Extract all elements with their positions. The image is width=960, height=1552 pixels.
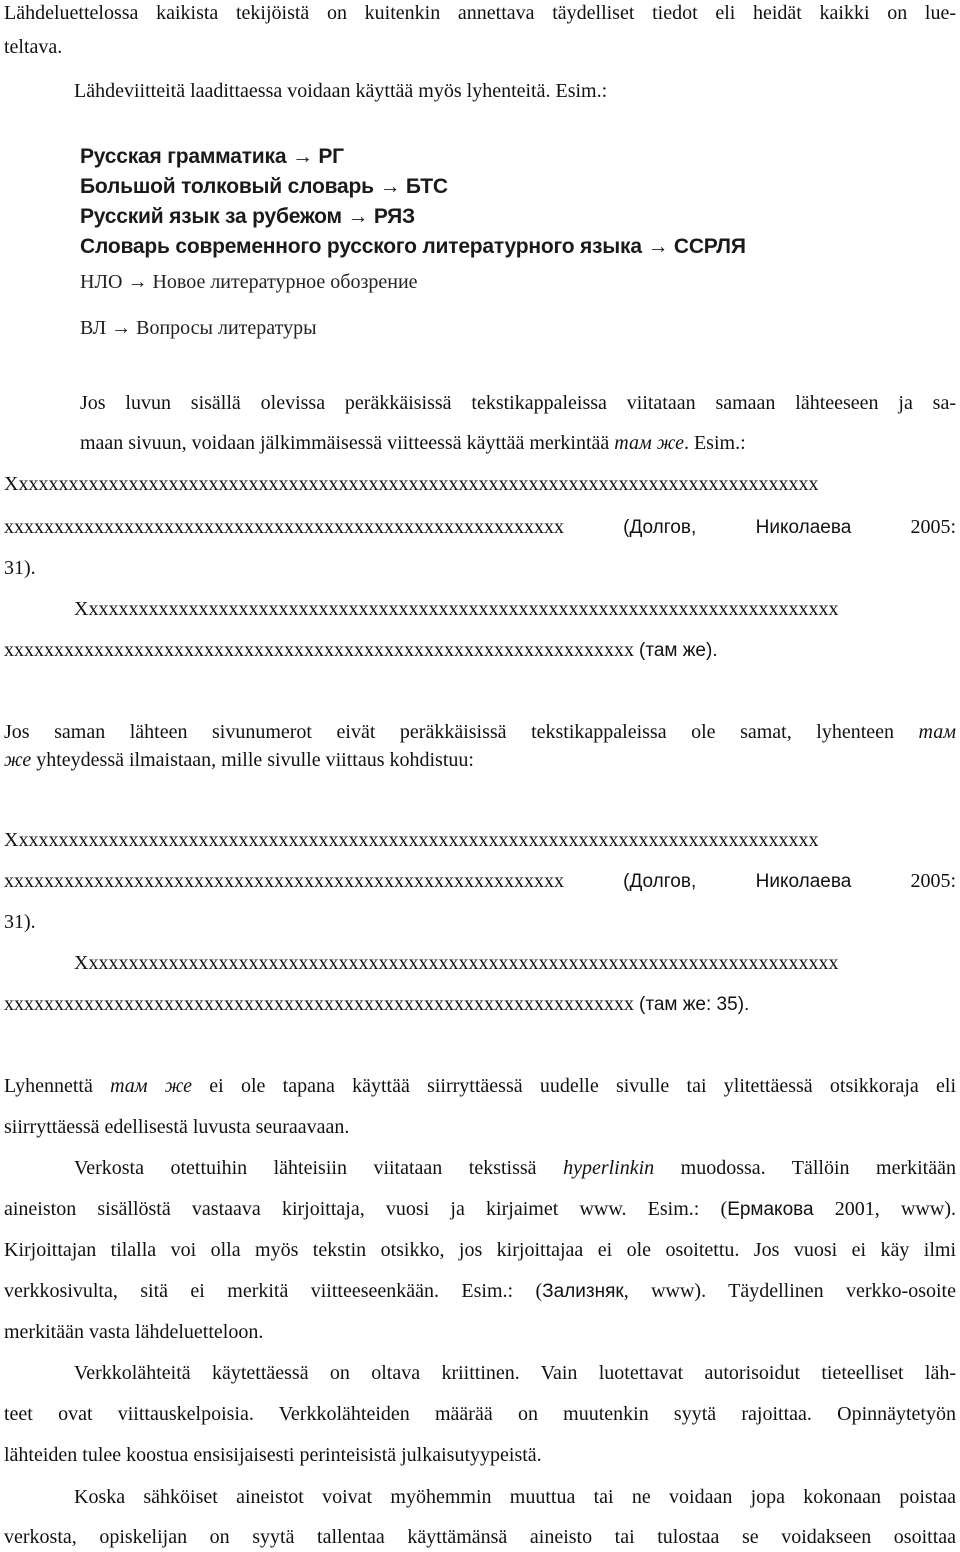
example-2-line-1: Xxxxxxxxxxxxxxxxxxxxxxxxxxxxxxxxxxxxxxxxxxxxxxxxxxxxxxxxxxxxxxxxxxxxxxxxxxxxxxxxx: [4, 829, 819, 851]
placeholder-text: xxxxxxxxxxxxxxxxxxxxxxxxxxxxxxxxxxxxxxxxxxxxxxxxxxxxxxxxxxxxxxx: [4, 993, 639, 1015]
paragraph-5-line-1: [4, 1074, 956, 1100]
citation: Зализняк: [542, 1281, 624, 1302]
paragraph-8-line-2: verkosta, opiskelijan on syytä tallentaa käyttämänsä aineisto tai tulostaa se voidakseen osoittaa: [4, 1526, 956, 1548]
italic-term: там же: [614, 432, 684, 454]
example-2-line-5: [4, 992, 956, 1018]
placeholder-text: xxxxxxxxxxxxxxxxxxxxxxxxxxxxxxxxxxxxxxxxxxxxxxxxxxxxxxxx: [4, 870, 624, 892]
italic-term: hyperlinkin: [563, 1157, 655, 1179]
placeholder-text: xxxxxxxxxxxxxxxxxxxxxxxxxxxxxxxxxxxxxxxxxxxxxxxxxxxxxxxx: [4, 516, 624, 538]
text-run: yhteydessä ilmaistaan, mille sivulle viittaus kohdistuu:: [31, 749, 474, 771]
text-run: , www). Täydellinen verkko-osoite: [623, 1280, 956, 1302]
text-run: maan sivuun, voidaan jälkimmäisessä viitteessä käyttää merkintää: [80, 432, 615, 454]
text-run: ei ole tapana käyttää siirryttäessä uudelle sivulle tai ylitettäessä otsikkoraja eli: [192, 1075, 956, 1097]
paragraph-1-line-2: teltava.: [4, 36, 63, 58]
example-1-line-2: [4, 515, 956, 541]
example-1-line-3: 31).: [4, 557, 36, 579]
paragraph-6-line-4: [4, 1279, 956, 1305]
paragraph-1-line-1: Lähdeluettelossa kaikista tekijöistä on kuitenkin annettava täydelliset tiedot eli heidät kaikki on lue-: [4, 2, 956, 24]
text-run: Jos saman lähteen sivunumerot eivät peräkkäisissä tekstikappaleissa ole samat, lyhenteen: [4, 721, 919, 743]
italic-term: там: [918, 721, 956, 743]
text-run: . Esim.:: [683, 432, 746, 454]
paragraph-5-line-2: siirryttäessä edellisestä luvusta seuraavaan.: [4, 1116, 350, 1138]
abbreviation-item: Русская грамматика → РГ: [80, 145, 344, 168]
text-run: muodossa. Tällöin merkitään: [654, 1157, 956, 1179]
citation: (там же: 35).: [639, 994, 750, 1015]
abbreviation-item: ВЛ → Вопросы литературы: [80, 317, 317, 339]
example-1-line-4: Xxxxxxxxxxxxxxxxxxxxxxxxxxxxxxxxxxxxxxxxxxxxxxxxxxxxxxxxxxxxxxxxxxxxxxxxxxxx: [74, 598, 839, 620]
paragraph-4-line-1: [4, 720, 956, 746]
abbreviation-item: Большой толковый словарь → БТС: [80, 175, 448, 198]
citation-year: 2005:: [851, 870, 956, 892]
example-2-line-3: 31).: [4, 911, 36, 933]
paragraph-7-line-2: teet ovat viittauskelpoisia. Verkkolähteiden määrää on muutenkin syytä rajoittaa. Opinnäytetyön: [4, 1403, 956, 1425]
example-1-line-1: Xxxxxxxxxxxxxxxxxxxxxxxxxxxxxxxxxxxxxxxxxxxxxxxxxxxxxxxxxxxxxxxxxxxxxxxxxxxxxxxxx: [4, 473, 819, 495]
paragraph-6-line-2: [4, 1197, 956, 1223]
abbreviation-item: Русский язык за рубежом → РЯЗ: [80, 205, 415, 228]
paragraph-7-line-1: Verkkolähteitä käytettäessä on oltava kriittinen. Vain luotettavat autorisoidut tieteelliset läh-: [74, 1362, 956, 1384]
citation: (Долгов, Николаева: [623, 871, 852, 892]
italic-term: там же: [110, 1075, 193, 1097]
citation-year: 2005:: [851, 516, 956, 538]
paragraph-6-line-5: merkitään vasta lähdeluetteloon.: [4, 1321, 264, 1343]
text-run: verkkosivulta, sitä ei merkitä viitteeseenkään. Esim.: (: [4, 1280, 543, 1302]
paragraph-3-line-1: Jos luvun sisällä olevissa peräkkäisissä tekstikappaleissa viitataan samaan lähteeseen ja sa-: [80, 392, 956, 414]
citation: (Долгов, Николаева: [623, 517, 852, 538]
example-2-line-2: [4, 869, 956, 895]
text-run: 2001, www).: [813, 1198, 956, 1220]
citation: Ермакова: [727, 1199, 814, 1220]
example-2-line-4: Xxxxxxxxxxxxxxxxxxxxxxxxxxxxxxxxxxxxxxxxxxxxxxxxxxxxxxxxxxxxxxxxxxxxxxxxxxxx: [74, 952, 839, 974]
paragraph-6-line-1: [74, 1156, 956, 1182]
paragraph-6-line-3: Kirjoittajan tilalla voi olla myös tekstin otsikko, jos kirjoittajaa ei ole osoitettu. Jos vuosi ei käy ilmi: [4, 1239, 956, 1261]
italic-term: же: [4, 749, 32, 771]
example-1-line-5: [4, 638, 956, 664]
abbreviation-item: Словарь современного русского литературного языка → ССРЛЯ: [80, 235, 746, 258]
citation: (там же).: [639, 640, 718, 661]
paragraph-7-line-3: lähteiden tulee koostua ensisijaisesti perinteisistä julkaisutyypeistä.: [4, 1444, 542, 1466]
paragraph-3-line-2: [80, 431, 956, 457]
text-run: Verkosta otettuihin lähteisiin viitataan tekstissä: [74, 1157, 564, 1179]
abbreviation-item: НЛО → Новое литературное обозрение: [80, 271, 418, 293]
placeholder-text: xxxxxxxxxxxxxxxxxxxxxxxxxxxxxxxxxxxxxxxxxxxxxxxxxxxxxxxxxxxxxxx: [4, 639, 639, 661]
paragraph-2: Lähdeviitteitä laadittaessa voidaan käyttää myös lyhenteitä. Esim.:: [74, 80, 608, 102]
paragraph-8-line-1: Koska sähköiset aineistot voivat myöhemmin muuttua tai ne voidaan jopa kokonaan poistaa: [74, 1486, 956, 1508]
paragraph-4-line-2: [4, 748, 956, 774]
text-run: Lyhennettä: [4, 1075, 111, 1097]
text-run: aineiston sisällöstä vastaava kirjoittaja, vuosi ja kirjaimet www. Esim.: (: [4, 1198, 728, 1220]
